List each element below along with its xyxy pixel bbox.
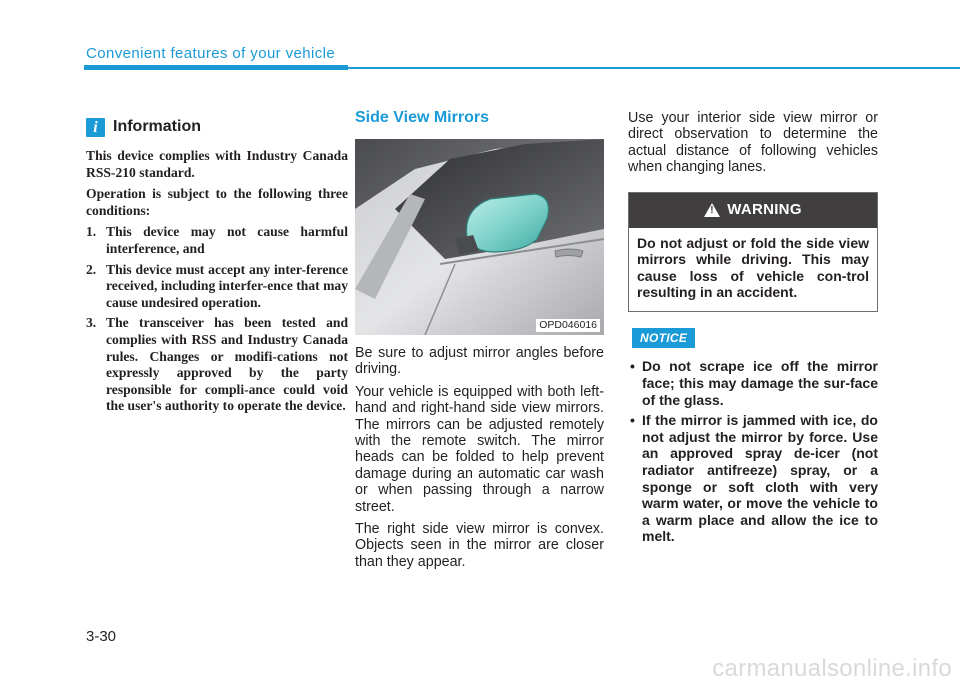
side-mirror-illustration bbox=[355, 139, 604, 335]
figure-code: OPD046016 bbox=[536, 319, 600, 332]
condition-item bbox=[86, 315, 348, 415]
car-side-mirror-image bbox=[355, 139, 604, 335]
side-mirrors-column bbox=[355, 110, 604, 576]
side-mirrors-paragraph: Be sure to adjust mirror angles before driving. bbox=[355, 345, 604, 378]
information-heading bbox=[86, 114, 348, 140]
notice-list bbox=[628, 358, 878, 545]
interior-mirror-paragraph: Use your interior side view mirror or direct observation to determine the actual distance of following vehicles when changing lanes. bbox=[628, 110, 878, 176]
info-icon: i bbox=[86, 118, 105, 137]
warning-notice-column bbox=[628, 110, 878, 549]
side-mirrors-paragraph: Your vehicle is equipped with both left-hand and right-hand side view mirrors. The mirrors can be adjusted remotely with the remote switch. The mirror heads can be folded to help prevent damage during an automatic car wash or when passing through a narrow street. bbox=[355, 383, 604, 515]
condition-item bbox=[86, 262, 348, 312]
watermark: carmanualsonline.info bbox=[712, 655, 952, 682]
information-column bbox=[86, 114, 348, 419]
condition-number: 1. bbox=[86, 224, 97, 240]
page-number: 3-30 bbox=[86, 628, 117, 645]
warning-text: Do not adjust or fold the side view mirrors while driving. This may cause loss of vehicle con-trol resulting in an accident. bbox=[637, 234, 869, 301]
side-mirrors-title: Side View Mirrors bbox=[355, 109, 489, 126]
information-title: Information bbox=[113, 117, 201, 135]
condition-text: The transceiver has been tested and complies with RSS and Industry Canada rules. Changes or modifi-cations not expressly approved by the party responsible for compli-ance could void the user's authority to operate the device. bbox=[106, 315, 348, 414]
section-header-title: Convenient features of your vehicle bbox=[86, 45, 336, 62]
condition-text: This device must accept any inter-ference received, including interfer-ence that may cause undesired operation. bbox=[106, 261, 348, 310]
warning-header bbox=[629, 193, 877, 228]
notice-item: • If the mirror is jammed with ice, do not adjust the mirror by force. Use an approved spray de-icer (not radiator antifreeze) spray, or a sponge or soft cloth with very warm water, or move the vehicle to a warm place and allow the ice to melt. bbox=[628, 412, 878, 545]
side-mirrors-paragraph: The right side view mirror is convex. Objects seen in the mirror are closer than they appear. bbox=[355, 521, 604, 570]
warning-triangle-icon: ! bbox=[704, 203, 720, 217]
condition-item bbox=[86, 224, 348, 257]
condition-text: This device may not cause harmful interference, and bbox=[106, 224, 348, 256]
warning-label: WARNING bbox=[727, 200, 802, 218]
condition-number: 3. bbox=[86, 315, 97, 331]
notice-badge: NOTICE bbox=[632, 328, 695, 348]
conditions-list bbox=[86, 224, 348, 415]
information-paragraph: Operation is subject to the following three conditions: bbox=[86, 186, 348, 218]
warning-box bbox=[628, 192, 878, 312]
header-rule bbox=[84, 67, 960, 69]
condition-number: 2. bbox=[86, 261, 97, 277]
information-paragraph: This device complies with Industry Canada RSS-210 standard. bbox=[86, 148, 348, 180]
notice-item: • Do not scrape ice off the mirror face; this may damage the sur-face of the glass. bbox=[628, 358, 878, 408]
